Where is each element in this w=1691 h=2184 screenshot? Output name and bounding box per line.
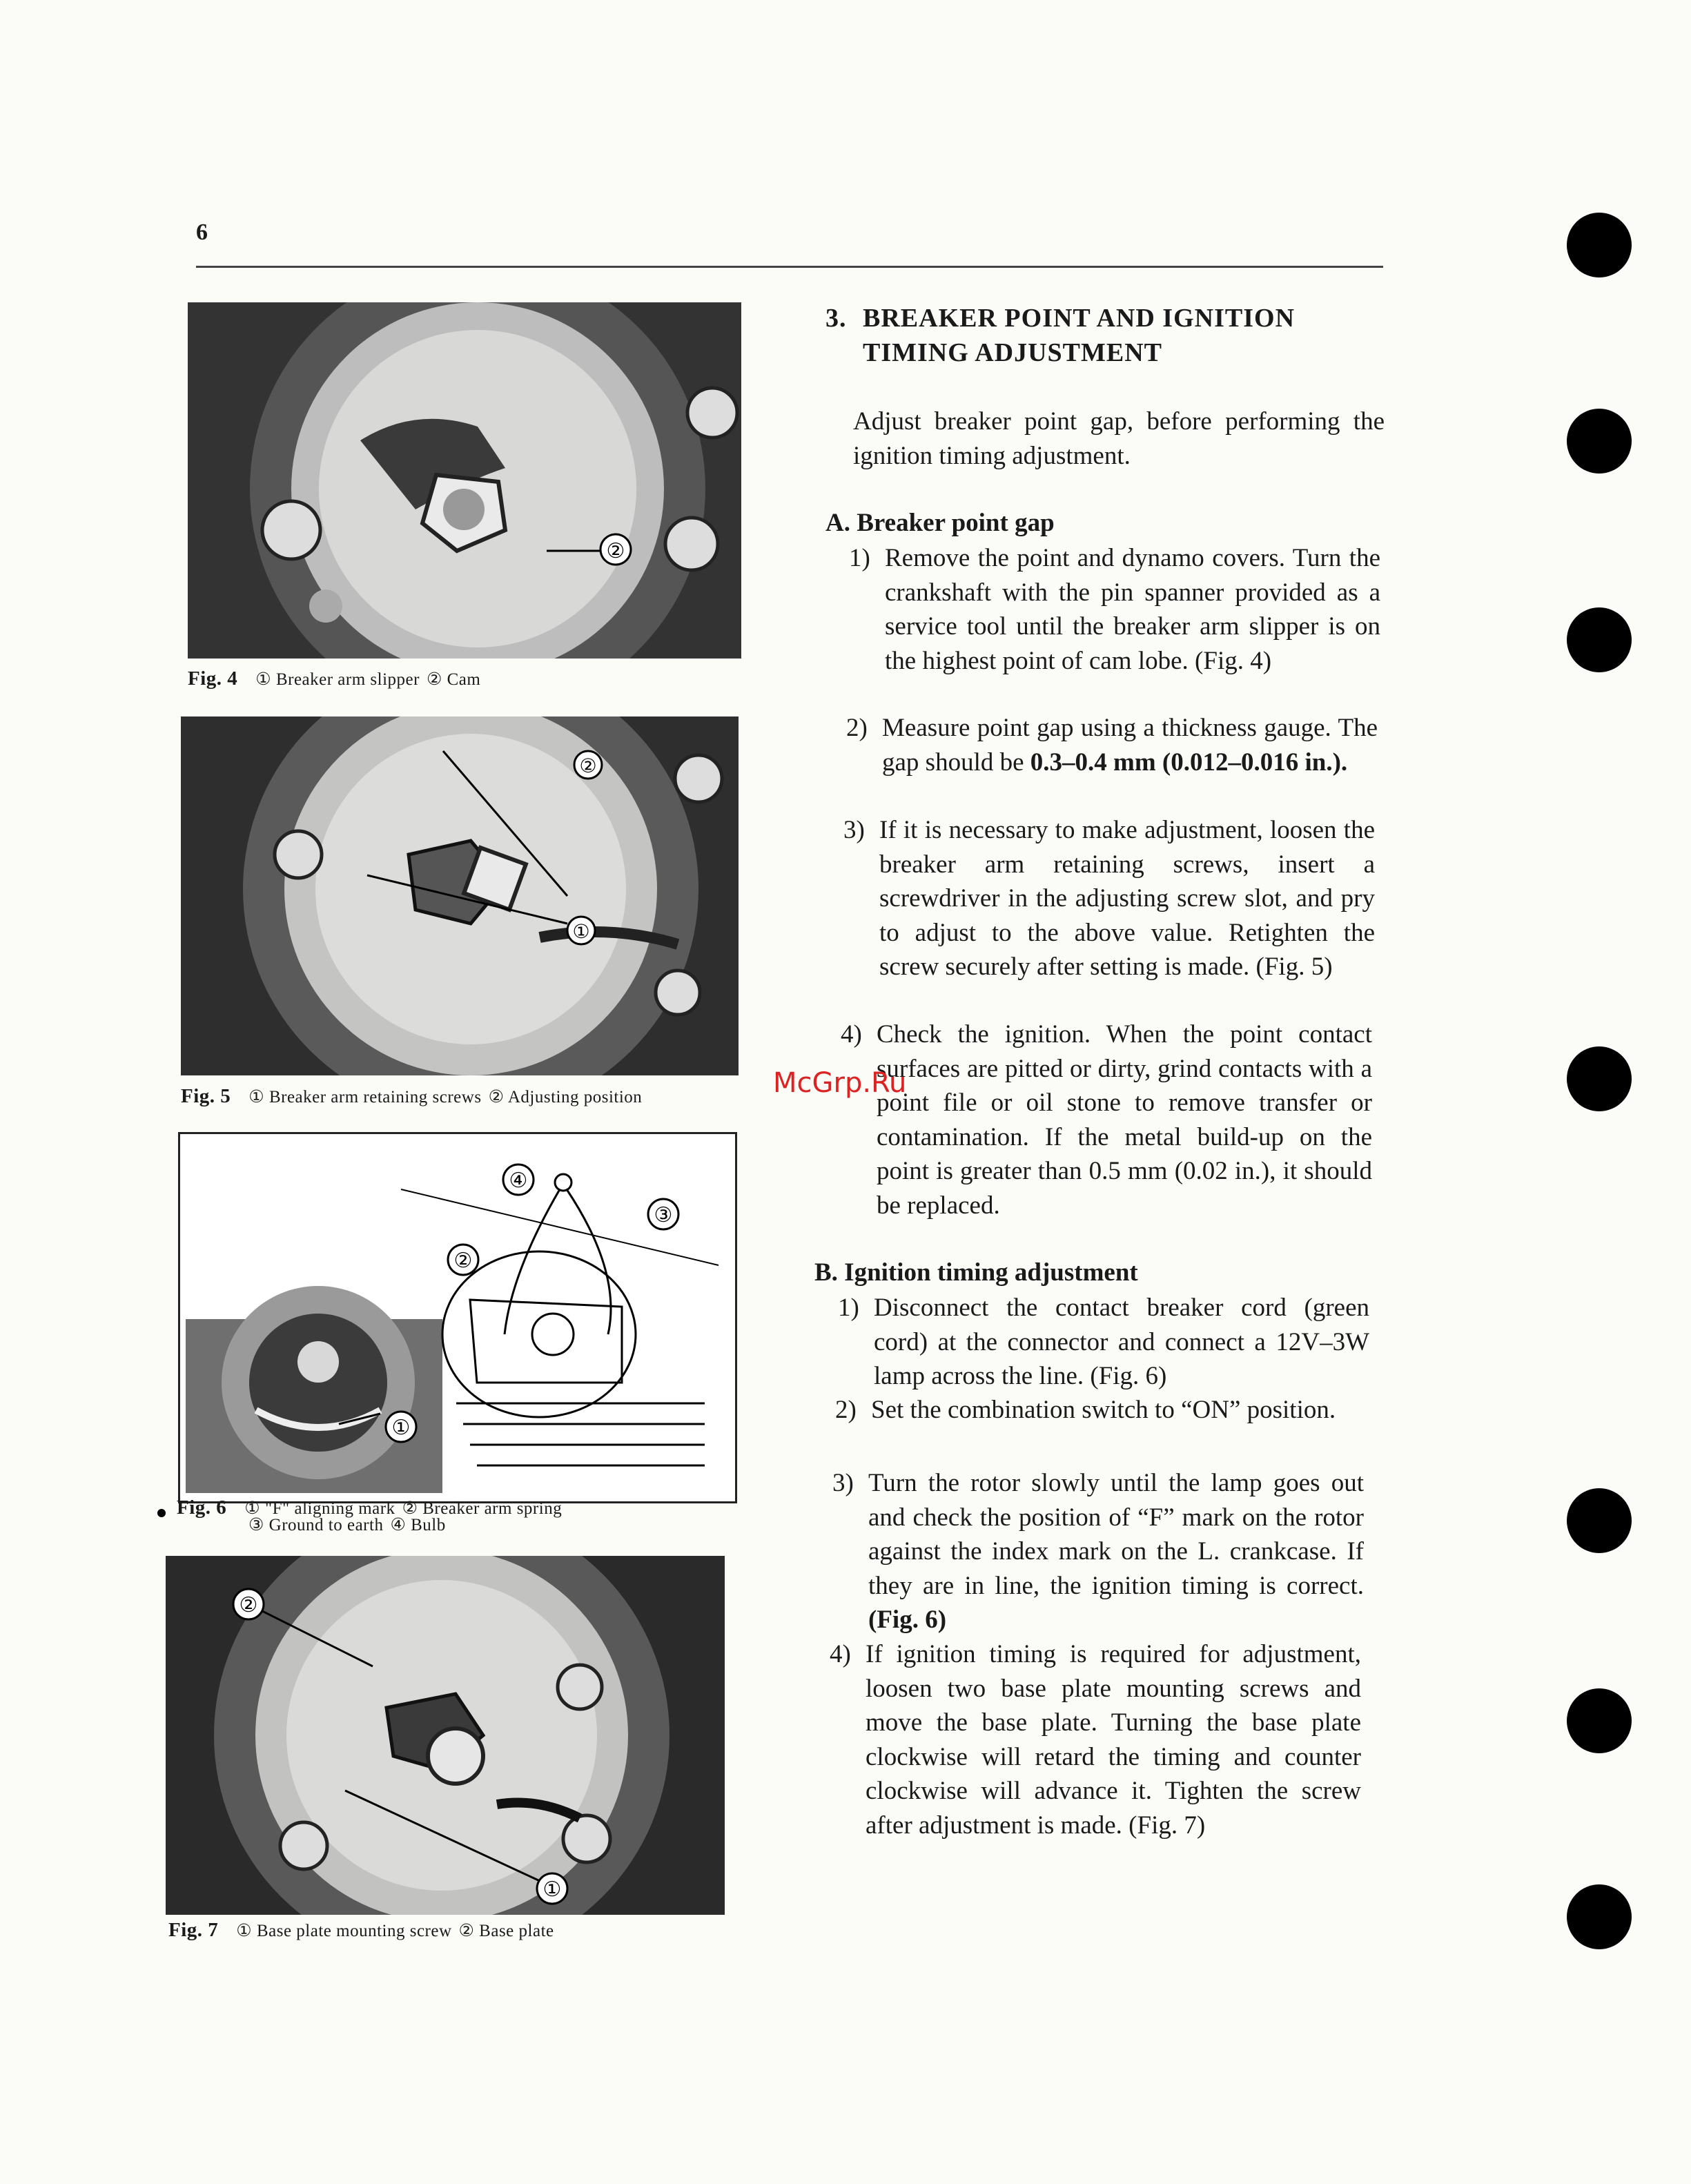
list-item xyxy=(838,1291,1369,1394)
fig7-caption xyxy=(168,1919,554,1942)
fig5-callout: ① Breaker arm retaining screws xyxy=(248,1088,482,1106)
section-number: 3. xyxy=(825,304,847,333)
list-item xyxy=(835,1393,1367,1427)
list-item xyxy=(841,1017,1372,1222)
fig6-callout: ④ Bulb xyxy=(390,1516,446,1534)
fig6-callout: ③ Ground to earth xyxy=(248,1516,384,1534)
item-number: 4) xyxy=(830,1640,851,1668)
fig4-photo xyxy=(188,302,741,659)
fig5-callout: ② Adjusting position xyxy=(488,1088,643,1106)
item-text: Set the combination switch to “ON” position. xyxy=(871,1396,1336,1424)
fig6-mark-4: ④ xyxy=(509,1169,528,1193)
binder-hole xyxy=(1567,1884,1632,1949)
item-number: 3) xyxy=(832,1469,854,1497)
bullet-dot xyxy=(157,1509,166,1517)
item-number: 3) xyxy=(843,816,865,844)
fig5-mark-1: ① xyxy=(572,920,590,943)
item-text xyxy=(882,711,1378,779)
item-text: If ignition timing is required for adjustment, loosen two base plate mounting screws and move the base plate. Turning the base plate clockwise will retard the timing and counter clockwise will advance it. Tighten the screw after adjustment is made. (Fig. 7) xyxy=(866,1640,1361,1840)
item-text xyxy=(868,1466,1364,1637)
item-number: 2) xyxy=(835,1396,857,1424)
fig5-label: Fig. 5 xyxy=(181,1085,231,1107)
binder-hole xyxy=(1567,1688,1632,1753)
item-text-pre: Turn the rotor slowly until the lamp goes out and check the position of “F” mark on the rotor against the index mark on the L. crankcase. If they are in line, the ignition timing is correct. xyxy=(868,1469,1364,1600)
fig6-caption xyxy=(177,1496,563,1534)
fig6-mark-3: ③ xyxy=(654,1203,673,1227)
fig-ref: (Fig. 6) xyxy=(868,1606,947,1634)
fig7-mark-2: ② xyxy=(239,1593,258,1617)
subsection-a-title: A. Breaker point gap xyxy=(825,509,1055,537)
list-item xyxy=(849,541,1380,678)
watermark: McGrp.Ru xyxy=(773,1067,907,1099)
binder-hole xyxy=(1567,409,1632,474)
list-item xyxy=(843,813,1375,984)
binder-hole xyxy=(1567,607,1632,672)
item-text: If it is necessary to make adjustment, loosen the breaker arm retaining screws, insert a screwdriver in the adjusting screw slot, and pry to adjust to the above value. Retighten the screw securely after setting is made. (Fig. 5) xyxy=(879,816,1375,981)
item-number: 2) xyxy=(846,714,868,742)
fig7-callout: ① Base plate mounting screw xyxy=(236,1922,452,1940)
fig6-callout: ② Breaker arm spring xyxy=(402,1499,563,1518)
item-number: 4) xyxy=(841,1020,862,1049)
binder-hole xyxy=(1567,1488,1632,1553)
list-item xyxy=(846,711,1378,779)
section-title-line2: TIMING ADJUSTMENT xyxy=(863,338,1162,367)
fig7-label: Fig. 7 xyxy=(168,1919,219,1941)
section-title xyxy=(825,301,1295,370)
fig4-callout: ① Breaker arm slipper xyxy=(255,670,420,689)
item-text-pre: Measure point gap using a thickness gauge. The gap should be xyxy=(882,714,1378,777)
gap-spec: 0.3–0.4 mm (0.012–0.016 in.). xyxy=(1030,748,1348,777)
item-number: 1) xyxy=(849,544,870,572)
fig5-caption xyxy=(181,1085,642,1108)
fig7-photo xyxy=(166,1556,725,1915)
fig6-callout: ① "F" aligning mark xyxy=(244,1499,395,1518)
binder-hole xyxy=(1567,1046,1632,1111)
subsection-b-title: B. Ignition timing adjustment xyxy=(814,1258,1138,1287)
fig6-mark-1: ① xyxy=(391,1416,411,1440)
item-number: 1) xyxy=(838,1294,859,1322)
item-text: Check the ignition. When the point contact surfaces are pitted or dirty, grind contacts with a point file or oil stone to remove transfer or contamination. If the metal build-up on the point is greater than 0.5 mm (0.02 in.), it should be replaced. xyxy=(877,1020,1372,1220)
fig5-mark-2: ② xyxy=(579,754,597,777)
fig4-caption xyxy=(188,667,480,690)
list-item xyxy=(830,1637,1361,1842)
fig6-mark-2: ② xyxy=(453,1249,473,1273)
page-number: 6 xyxy=(196,220,208,245)
fig7-callout: ② Base plate xyxy=(458,1922,554,1940)
fig4-mark-2: ② xyxy=(606,539,625,563)
fig5-photo xyxy=(181,716,739,1075)
section-title-line1: BREAKER POINT AND IGNITION xyxy=(863,304,1296,333)
fig4-callout: ② Cam xyxy=(426,670,481,689)
fig7-mark-1: ① xyxy=(543,1878,562,1902)
list-item xyxy=(832,1466,1364,1637)
fig6-diagram xyxy=(178,1132,737,1503)
header-rule xyxy=(196,266,1383,268)
section-intro: Adjust breaker point gap, before performing the ignition timing adjustment. xyxy=(853,407,1385,470)
fig4-label: Fig. 4 xyxy=(188,667,238,690)
item-text: Remove the point and dynamo covers. Turn the crankshaft with the pin spanner provided as a service tool until the breaker arm slipper is on the highest point of cam lobe. (Fig. 4) xyxy=(885,544,1380,675)
fig6-label: Fig. 6 xyxy=(177,1496,227,1519)
item-text: Disconnect the contact breaker cord (green cord) at the connector and connect a 12V–3W lamp across the line. (Fig. 6) xyxy=(874,1294,1369,1390)
binder-hole xyxy=(1567,213,1632,277)
